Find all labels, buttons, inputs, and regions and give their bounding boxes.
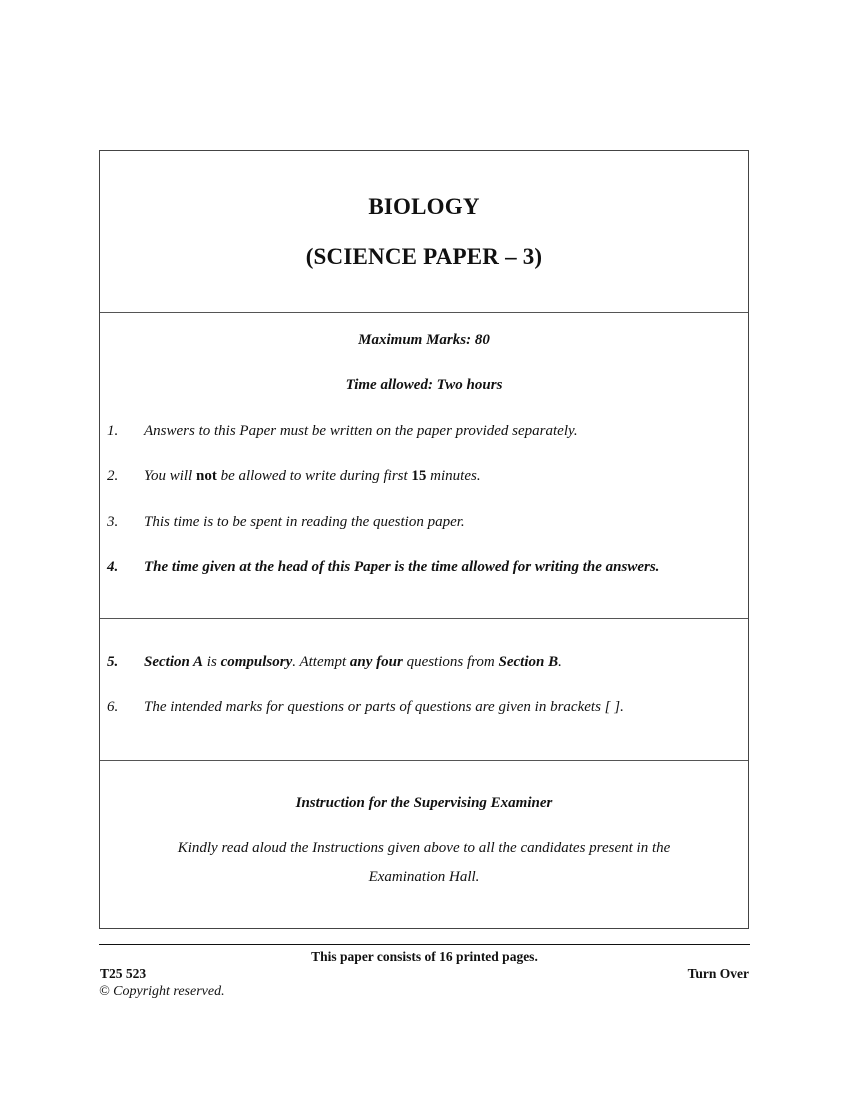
instruction-number: 5.: [107, 654, 119, 670]
instruction-text: The intended marks for questions or parts of questions are given in brackets [ ].: [144, 699, 624, 715]
paper-title: (SCIENCE PAPER – 3): [305, 244, 543, 269]
instruction-3: [107, 514, 738, 531]
supervisor-text-line-2: Examination Hall.: [368, 869, 480, 885]
turn-over: Turn Over: [687, 966, 749, 981]
instruction-text: The time given at the head of this Paper is the time allowed for writing the answers.: [144, 559, 660, 575]
instruction-text: This time is to be spent in reading the question paper.: [144, 514, 465, 530]
emphasis: not: [195, 468, 217, 484]
instruction-5: [107, 654, 738, 671]
emphasis: Section A: [144, 654, 204, 670]
instruction-text: . Attempt: [292, 654, 350, 670]
instruction-number: 3.: [107, 514, 119, 530]
time-allowed: Time allowed: Two hours: [345, 377, 503, 393]
instruction-number: 6.: [107, 699, 119, 715]
subject-title: BIOLOGY: [368, 194, 480, 219]
instruction-text: minutes.: [426, 468, 481, 484]
supervisor-heading: Instruction for the Supervising Examiner: [295, 795, 553, 811]
supervisor-text-line-1: Kindly read aloud the Instructions given above to all the candidates present in the: [177, 840, 671, 856]
copyright: © Copyright reserved.: [99, 984, 225, 999]
instruction-number: 4.: [107, 559, 119, 575]
instruction-text: Answers to this Paper must be written on the paper provided separately.: [144, 423, 578, 439]
pages-note: This paper consists of 16 printed pages.: [311, 949, 538, 964]
instruction-number: 1.: [107, 423, 119, 439]
footer-rule: [99, 944, 750, 945]
general-instructions-section: [100, 313, 748, 619]
instruction-1: [107, 423, 738, 440]
section-rules: [100, 619, 748, 760]
instruction-number: 2.: [107, 468, 119, 484]
instruction-text: be allowed to write during first: [216, 468, 412, 484]
instruction-text: You will: [144, 468, 196, 484]
emphasis: Section B: [498, 654, 559, 670]
instruction-box: [99, 150, 749, 929]
title-section: [100, 151, 748, 313]
instruction-text: .: [558, 654, 562, 670]
supervisor-section: [100, 761, 748, 929]
emphasis: 15: [411, 468, 427, 484]
instruction-text: is: [203, 654, 221, 670]
instruction-2: [107, 468, 738, 485]
emphasis: compulsory: [220, 654, 293, 670]
instruction-6: [107, 699, 738, 716]
emphasis: any four: [349, 654, 403, 670]
instruction-4: [107, 559, 738, 576]
max-marks: Maximum Marks: 80: [358, 332, 490, 348]
paper-code: T25 523: [100, 966, 147, 981]
instruction-text: questions from: [402, 654, 499, 670]
